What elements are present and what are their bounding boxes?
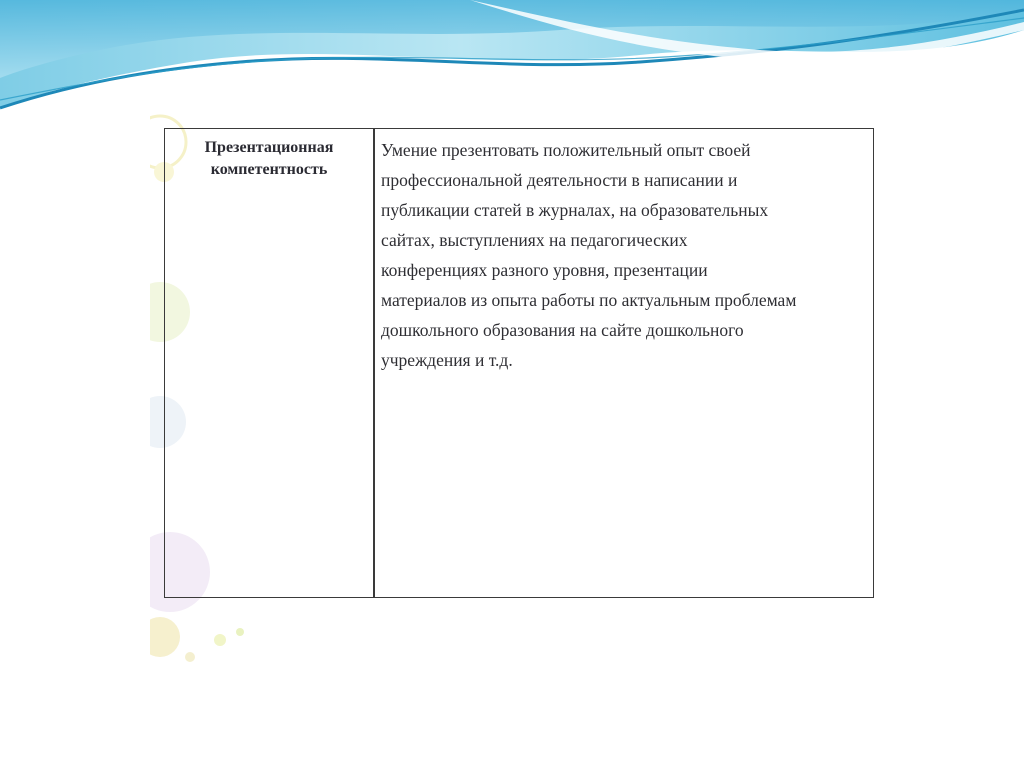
competence-table	[164, 128, 874, 598]
table-cell-term	[165, 129, 375, 597]
wave-header-decoration	[0, 0, 1024, 120]
table-cell-description	[375, 129, 873, 597]
description-text: Умение презентовать положительный опыт своей профессиональной деятельности в написании и публикации статей в журналах, на образовательных сайтах, выступлениях на педагогических конференциях разного уровня, презентации материалов из опыта работы по актуальным проблемам дошкольного образования на сайте дошкольного учреждения и т.д.	[381, 140, 797, 370]
slide-content-image	[150, 112, 890, 665]
term-text: Презентационная компетентность	[204, 139, 334, 178]
